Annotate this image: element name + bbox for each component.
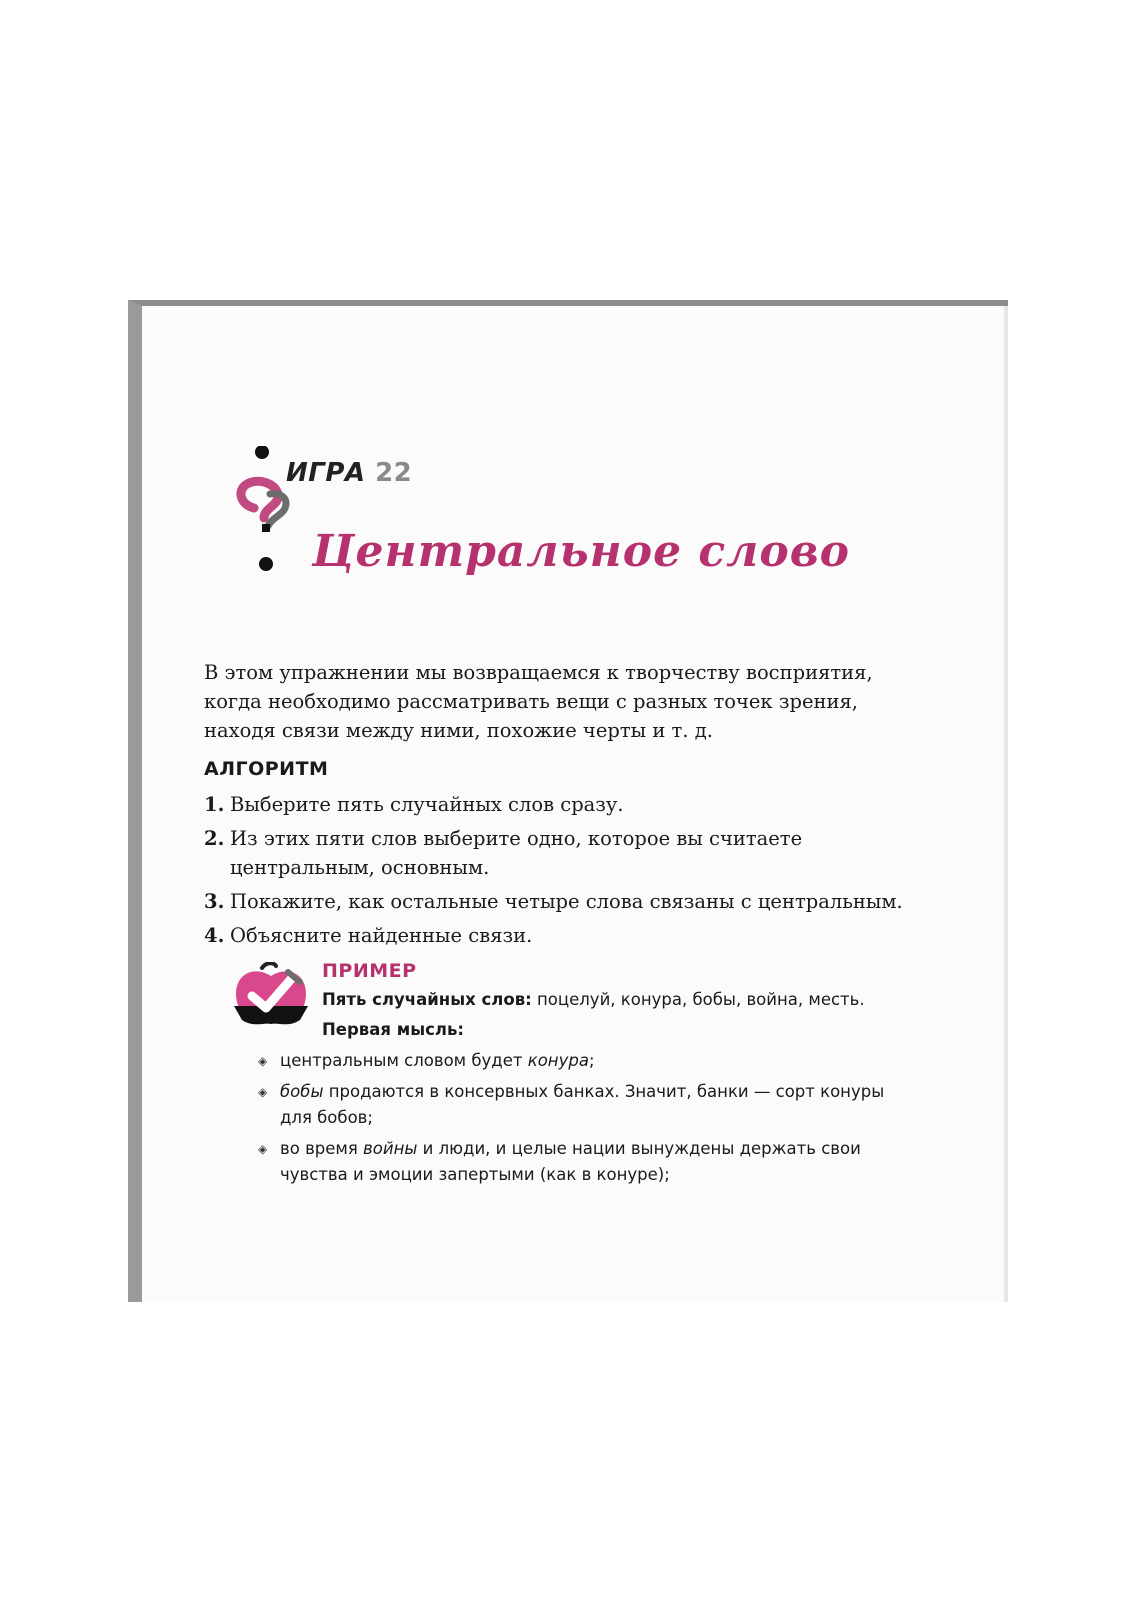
bullet-item: [258, 1136, 898, 1188]
apple-check-icon: [232, 962, 310, 1032]
step-text: Из этих пяти слов выберите одно, которое вы считаете центральным, основным.: [230, 827, 803, 879]
step-text: Покажите, как остальные четыре слова связаны с центральным.: [230, 890, 903, 913]
bullet-text-pre: во время: [280, 1139, 364, 1158]
diamond-bullet-icon: ◈: [258, 1085, 268, 1099]
step-number: 4.: [204, 924, 225, 947]
step-number: 2.: [204, 827, 225, 850]
bullet-text-emphasis: конура: [527, 1051, 589, 1070]
bullet-text-post: и люди, и целые нации вынуждены держать свои чувства и эмоции запертыми (как в конуре);: [280, 1139, 861, 1184]
bullet-item: [258, 1048, 898, 1074]
step-item: [204, 824, 924, 882]
bullet-text: [280, 1136, 898, 1188]
game-word: ИГРА: [286, 458, 366, 488]
intro-paragraph: В этом упражнении мы возвращаемся к творчеству восприятия, когда необходимо рассматривать вещи с разных точек зрения, находя связи между ними, похожие черты и т. д.: [204, 661, 873, 742]
step-number: 3.: [204, 890, 225, 913]
step-item: [204, 790, 924, 819]
step-item: [204, 887, 924, 916]
game-label: [286, 458, 412, 488]
diamond-bullet-icon: ◈: [258, 1142, 268, 1156]
example-heading: ПРИМЕР: [322, 960, 417, 982]
page-edge: [1004, 306, 1008, 1302]
bullet-text-pre: центральным словом будет: [280, 1051, 528, 1070]
step-text: Выберите пять случайных слов сразу.: [230, 793, 624, 816]
example-words-label: Пять случайных слов:: [322, 990, 532, 1009]
bullet-item: [258, 1079, 898, 1131]
step-item: [204, 921, 924, 950]
bullet-text-emphasis: войны: [363, 1139, 418, 1158]
first-thought-label: Первая мысль:: [322, 1020, 465, 1039]
example-words: [322, 990, 865, 1009]
bullet-text: [280, 1079, 898, 1131]
game-number: 22: [375, 458, 413, 488]
step-number: 1.: [204, 793, 225, 816]
example-words-value: поцелуй, конура, бобы, война, месть.: [537, 990, 865, 1009]
diamond-bullet-icon: ◈: [258, 1054, 268, 1068]
page-title: Центральное слово: [312, 526, 850, 577]
bullet-text-post: ;: [588, 1051, 595, 1070]
bullet-text-emphasis: бобы: [280, 1082, 324, 1101]
bullet-text: [280, 1048, 898, 1074]
bullet-text-post: продаются в консервных банках. Значит, банки — сорт конуры для бобов;: [280, 1082, 885, 1127]
algorithm-steps: [204, 790, 924, 955]
algorithm-heading: АЛГОРИТМ: [204, 758, 329, 780]
step-text: Объясните найденные связи.: [230, 924, 533, 947]
example-bullets: [258, 1048, 898, 1193]
